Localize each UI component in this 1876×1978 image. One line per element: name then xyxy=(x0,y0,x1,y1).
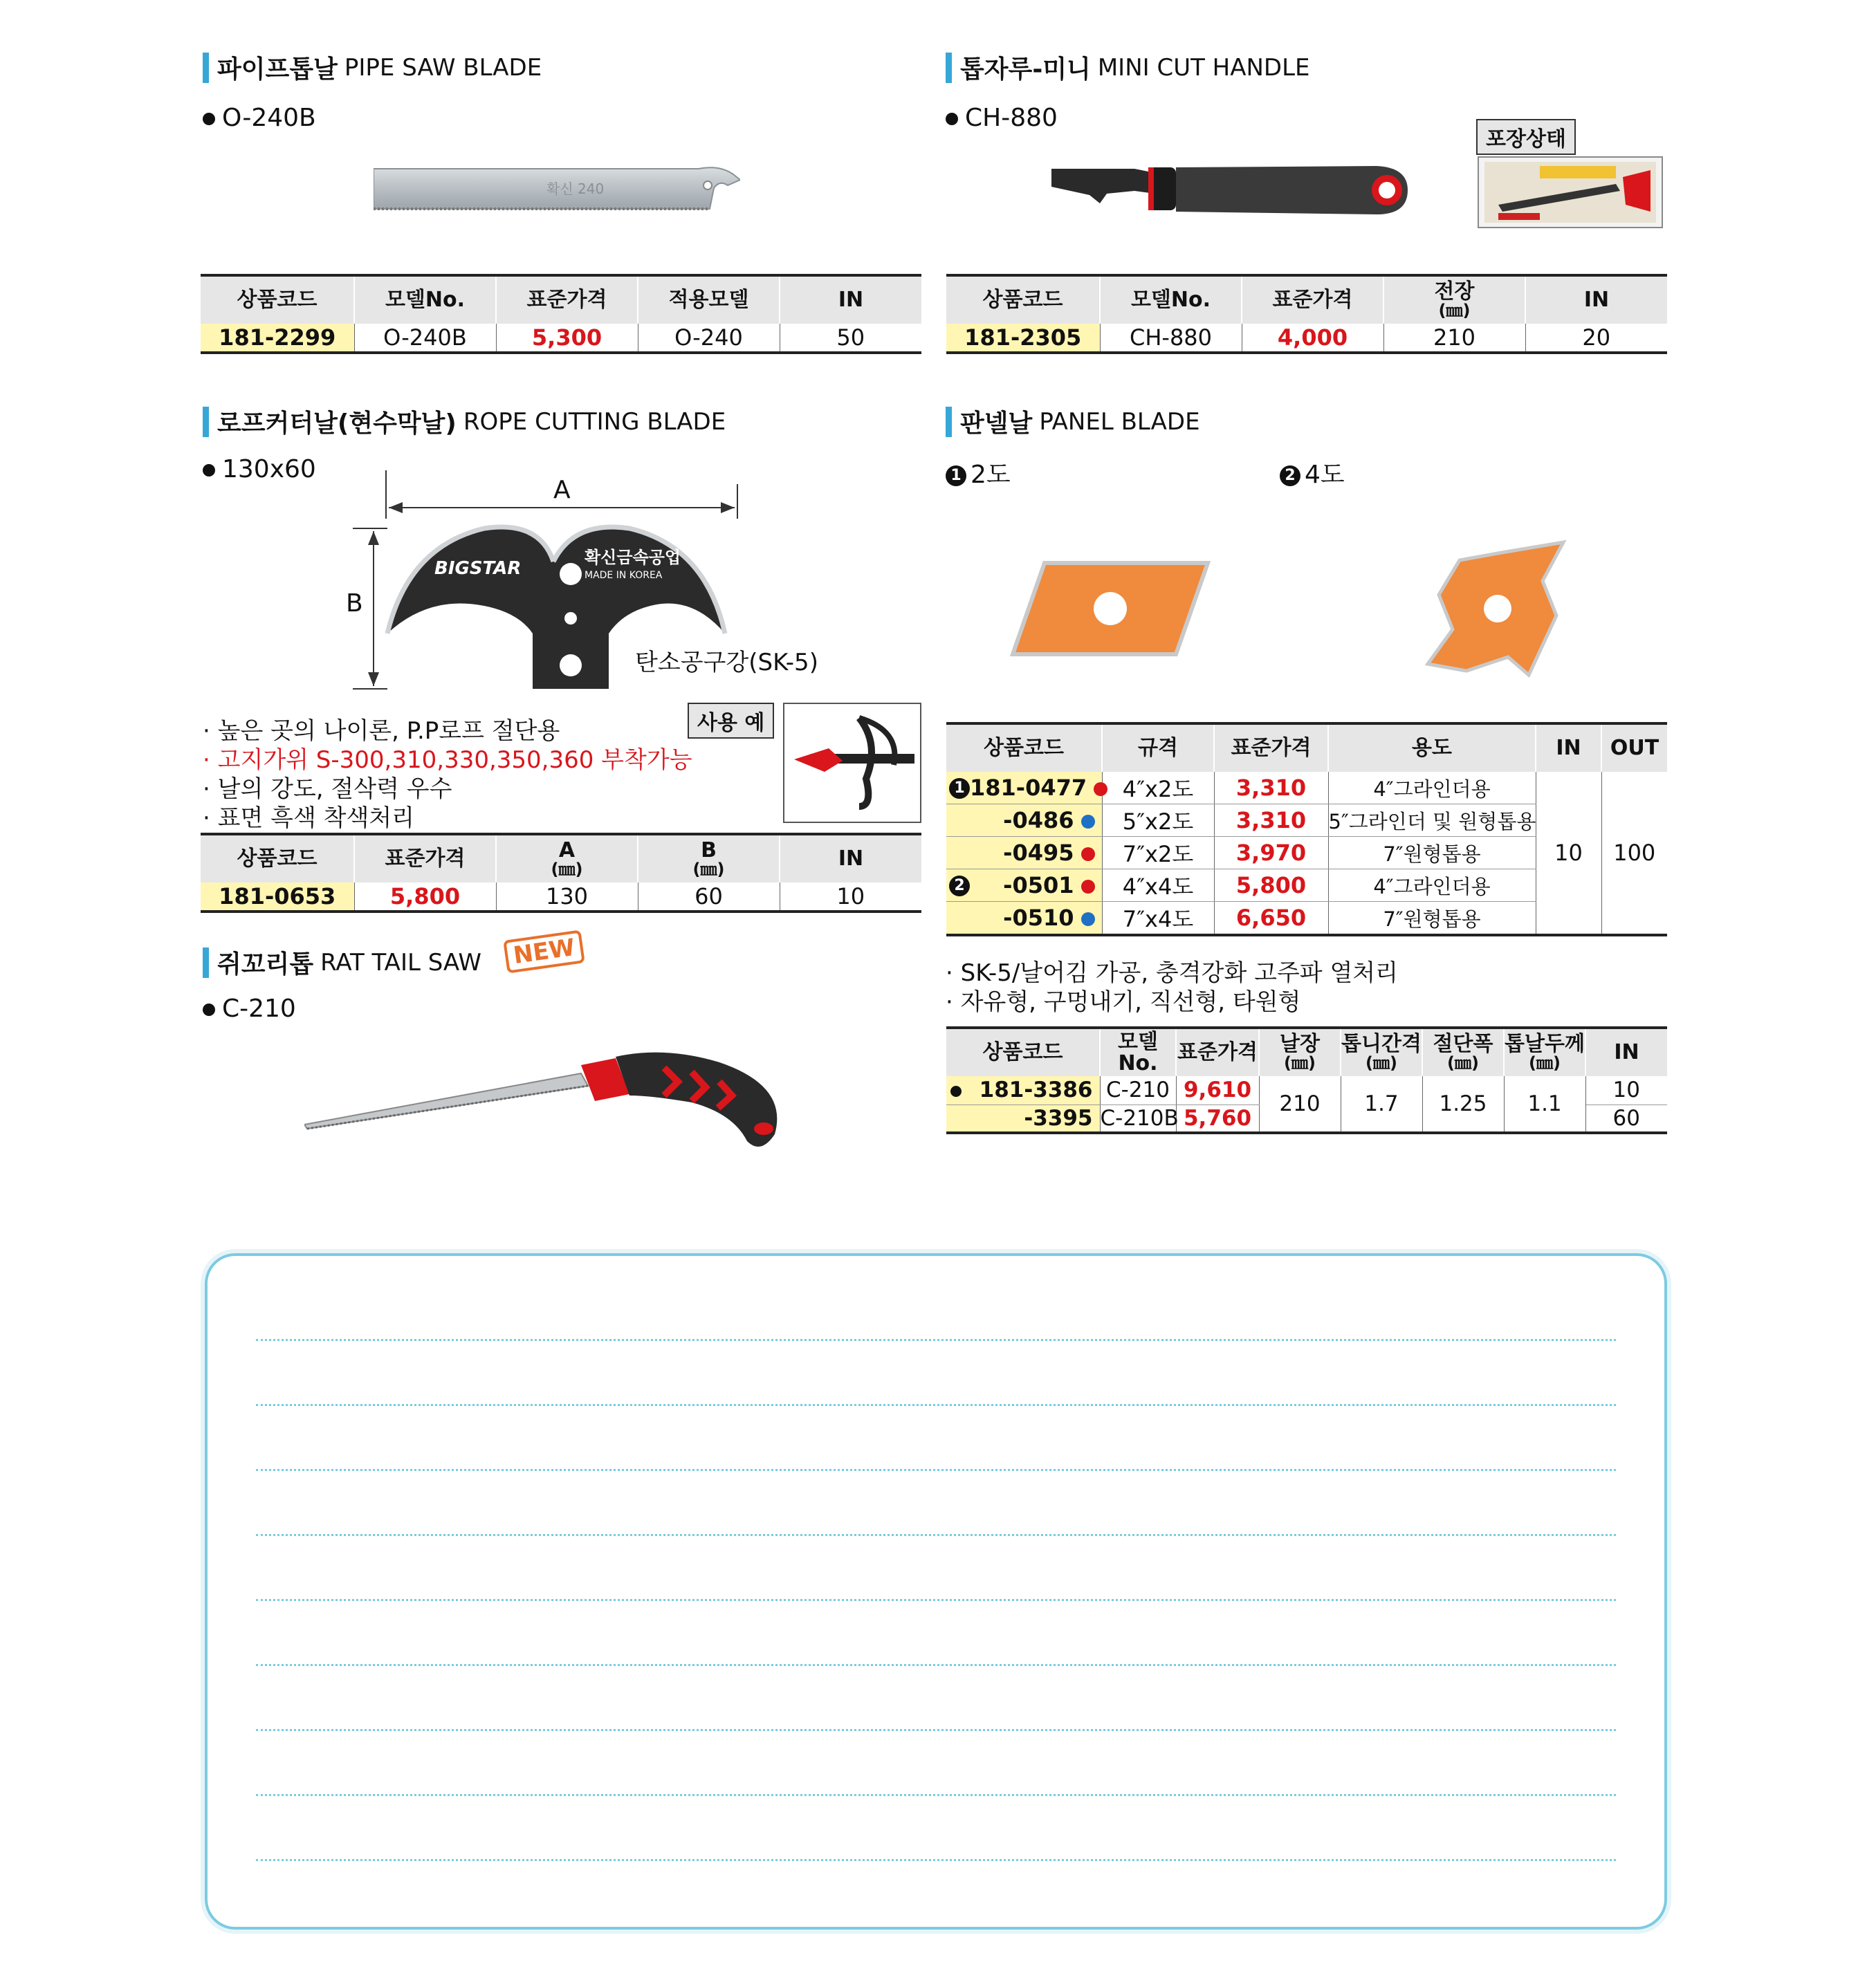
cell-price: 5,800 xyxy=(1214,869,1328,902)
cell-length: 210 xyxy=(1259,1076,1341,1133)
feature-text: 자유형, 구멍내기, 직선형, 타원형 xyxy=(960,988,1301,1016)
package-image xyxy=(1478,156,1663,228)
panel-blade-2do-image xyxy=(1010,560,1211,657)
color-dot-icon xyxy=(1094,782,1107,796)
cell-code-text: 181-0477 xyxy=(970,775,1087,801)
header-code: 상품코드 xyxy=(201,834,354,882)
bullet-dot-icon xyxy=(203,464,215,477)
feature-item: · 고지가위 S-300,310,330,350,360 부착가능 xyxy=(203,746,692,774)
mini-handle-model xyxy=(946,104,1058,132)
dim-a-label: A xyxy=(553,476,571,504)
memo-line xyxy=(256,1859,1616,1861)
cell-length: 210 xyxy=(1383,324,1525,353)
cell-price: 6,650 xyxy=(1214,902,1328,936)
cell-in: 20 xyxy=(1525,324,1667,353)
header-price: 표준가격 xyxy=(496,275,638,324)
table-row xyxy=(201,882,921,912)
memo-box xyxy=(205,1253,1667,1930)
dim-b-label: B xyxy=(346,589,363,618)
cell-spec: 5″x2도 xyxy=(1102,804,1214,837)
cell-price: 3,310 xyxy=(1214,804,1328,837)
header-price: 표준가격 xyxy=(354,834,496,882)
bullet-dot-icon xyxy=(203,113,215,125)
number-marker: 1 xyxy=(949,778,970,799)
mini-handle-title xyxy=(946,50,1310,85)
cell-model: CH-880 xyxy=(1100,324,1242,353)
panel-blade-table xyxy=(946,722,1667,936)
cell-in: 60 xyxy=(1585,1104,1667,1133)
feature-item: · 표면 흑색 착색처리 xyxy=(203,804,414,832)
table-row xyxy=(946,772,1667,804)
number-marker: 2 xyxy=(1280,465,1300,486)
header-a xyxy=(496,834,638,882)
rope-blade-features xyxy=(203,717,692,833)
panel-blade-4do-image xyxy=(1425,539,1570,678)
blade-engraving: 확신 240 xyxy=(546,181,605,197)
header-in: IN xyxy=(1525,275,1667,324)
made-in-text: MADE IN KOREA xyxy=(585,570,663,581)
table-row xyxy=(201,324,921,353)
title-ko: 쥐꼬리톱 xyxy=(217,950,314,979)
header-length xyxy=(1259,1028,1341,1076)
rat-tail-saw-image xyxy=(304,1037,789,1155)
title-ko: 로프커터날(현수막날) xyxy=(217,409,457,438)
title-bar xyxy=(946,53,952,83)
cell-price: 5,760 xyxy=(1176,1104,1259,1133)
cell-price: 9,610 xyxy=(1176,1076,1259,1104)
title-bar xyxy=(946,407,952,437)
cell-in: 10 xyxy=(1585,1076,1667,1104)
cell-kerf: 1.25 xyxy=(1422,1076,1504,1133)
rat-tail-title xyxy=(203,945,481,980)
pipe-saw-blade-image xyxy=(374,165,740,216)
model-text: 130x60 xyxy=(222,455,316,483)
header-model: 모델No. xyxy=(1100,1028,1176,1076)
title-bar xyxy=(203,407,209,437)
header-in: IN xyxy=(780,275,921,324)
model-text: CH-880 xyxy=(965,104,1058,132)
header-pitch-label: 톱니간격 xyxy=(1341,1031,1422,1056)
title-en: RAT TAIL SAW xyxy=(320,948,481,977)
cell-thickness: 1.1 xyxy=(1504,1076,1585,1133)
cell-in: 50 xyxy=(780,324,921,353)
memo-line xyxy=(256,1729,1616,1731)
color-dot-icon xyxy=(1081,912,1095,926)
memo-line xyxy=(256,1599,1616,1601)
number-marker: 2 xyxy=(949,876,970,896)
title-ko: 톱자루-미니 xyxy=(960,55,1091,84)
header-pitch-unit: (㎜) xyxy=(1365,1053,1397,1073)
cell-pitch: 1.7 xyxy=(1341,1076,1422,1133)
header-code: 상품코드 xyxy=(946,723,1102,772)
cell-use: 4″그라인더용 xyxy=(1328,869,1536,902)
pipe-saw-title xyxy=(203,50,542,85)
feature-item: · 날의 강도, 절삭력 우수 xyxy=(203,775,452,803)
pipe-saw-table xyxy=(201,274,921,354)
number-marker: 1 xyxy=(946,465,966,486)
header-code: 상품코드 xyxy=(946,1028,1100,1076)
rat-tail-table xyxy=(946,1026,1667,1134)
table-row xyxy=(946,324,1667,353)
header-use: 용도 xyxy=(1328,723,1536,772)
cell-code xyxy=(946,772,1102,804)
cell-a: 130 xyxy=(496,882,638,912)
header-b-unit: (㎜) xyxy=(692,860,725,880)
model-text: O-240B xyxy=(222,104,316,132)
title-en: PIPE SAW BLADE xyxy=(344,53,542,82)
cell-out: 100 xyxy=(1601,772,1667,935)
header-kerf-label: 절단폭 xyxy=(1433,1031,1493,1056)
header-in: IN xyxy=(1536,723,1601,772)
color-dot-icon xyxy=(1081,815,1095,829)
memo-line xyxy=(256,1664,1616,1666)
material-text: 탄소공구강(SK-5) xyxy=(635,649,818,676)
header-applicable-model: 적용모델 xyxy=(638,275,780,324)
header-model: 모델No. xyxy=(1100,275,1242,324)
mini-handle-image xyxy=(1051,159,1411,221)
bullet-dot-icon xyxy=(950,1086,962,1097)
header-spec: 규격 xyxy=(1102,723,1214,772)
header-b xyxy=(638,834,780,882)
cell-code xyxy=(946,804,1102,837)
cell-code-text: -0510 xyxy=(1003,905,1074,931)
cell-code: 181-2305 xyxy=(946,324,1100,353)
title-en: ROPE CUTTING BLADE xyxy=(463,407,726,436)
rat-tail-features xyxy=(946,959,1398,1017)
cell-price: 3,970 xyxy=(1214,837,1328,869)
feature-text: 표면 흑색 착색처리 xyxy=(217,804,414,832)
rope-blade-model xyxy=(203,455,316,483)
header-price: 표준가격 xyxy=(1242,275,1383,324)
table-row xyxy=(946,1076,1667,1104)
model-text: C-210 xyxy=(222,995,296,1023)
cell-spec: 7″x4도 xyxy=(1102,902,1214,936)
package-label: 포장상태 xyxy=(1476,119,1576,155)
cell-code xyxy=(946,869,1102,902)
header-in: IN xyxy=(780,834,921,882)
header-code: 상품코드 xyxy=(201,275,354,324)
feature-text: 고지가위 S-300,310,330,350,360 부착가능 xyxy=(217,746,692,774)
brand-logo: BIGSTAR xyxy=(434,558,522,579)
feature-item: · 높은 곳의 나이론, P.P로프 절단용 xyxy=(203,717,560,745)
mini-handle-table xyxy=(946,274,1667,354)
cell-code-text: -0495 xyxy=(1003,840,1074,866)
title-en: MINI CUT HANDLE xyxy=(1097,53,1310,82)
cell-in: 10 xyxy=(1536,772,1601,935)
variant-text: 2도 xyxy=(971,461,1011,489)
header-length-unit: (㎜) xyxy=(1284,1053,1316,1073)
title-en: PANEL BLADE xyxy=(1039,407,1200,436)
variant-text: 4도 xyxy=(1305,461,1345,489)
header-length xyxy=(1383,275,1525,324)
cell-code xyxy=(946,902,1102,936)
feature-text: SK-5/날어김 가공, 충격강화 고주파 열처리 xyxy=(960,959,1398,987)
header-length-label: 날장 xyxy=(1280,1031,1320,1056)
cell-code: -3395 xyxy=(946,1104,1100,1133)
header-thickness-label: 톱날두께 xyxy=(1505,1031,1585,1056)
header-code: 상품코드 xyxy=(946,275,1100,324)
memo-line xyxy=(256,1339,1616,1341)
cell-price: 3,310 xyxy=(1214,772,1328,804)
header-model: 모델No. xyxy=(354,275,496,324)
cell-b: 60 xyxy=(638,882,780,912)
panel-blade-title xyxy=(946,404,1200,439)
header-pitch xyxy=(1341,1028,1422,1076)
memo-line xyxy=(256,1404,1616,1406)
color-dot-icon xyxy=(1081,847,1095,861)
header-thickness xyxy=(1504,1028,1585,1076)
pipe-saw-model xyxy=(203,104,316,132)
title-ko: 파이프톱날 xyxy=(217,55,338,84)
new-badge: NEW xyxy=(503,930,585,973)
header-b-label: B xyxy=(701,838,717,862)
header-a-label: A xyxy=(558,838,576,862)
header-thickness-unit: (㎜) xyxy=(1529,1053,1561,1073)
usage-example-label: 사용 예 xyxy=(688,703,774,739)
cell-code xyxy=(946,1076,1100,1104)
color-dot-icon xyxy=(1081,880,1095,894)
usage-example-image xyxy=(783,703,921,823)
rope-blade-title xyxy=(203,404,726,439)
cell-model: C-210B xyxy=(1100,1104,1176,1133)
bullet-dot-icon xyxy=(203,1004,215,1016)
cell-code: 181-0653 xyxy=(201,882,354,912)
header-price: 표준가격 xyxy=(1176,1028,1259,1076)
memo-line xyxy=(256,1534,1616,1536)
header-kerf-unit: (㎜) xyxy=(1447,1053,1479,1073)
title-ko: 판넬날 xyxy=(960,409,1033,438)
header-length-label: 전장 xyxy=(1434,279,1475,304)
cell-code: 181-2299 xyxy=(201,324,354,353)
memo-line xyxy=(256,1794,1616,1796)
cell-model: C-210 xyxy=(1100,1076,1176,1104)
title-bar xyxy=(203,948,209,978)
header-length-unit: (㎜) xyxy=(1438,301,1471,321)
cell-price: 5,300 xyxy=(496,324,638,353)
cell-spec: 4″x2도 xyxy=(1102,772,1214,804)
feature-text: 높은 곳의 나이론, P.P로프 절단용 xyxy=(217,717,560,745)
feature-item: · 자유형, 구멍내기, 직선형, 타원형 xyxy=(946,988,1301,1016)
cell-spec: 4″x4도 xyxy=(1102,869,1214,902)
cell-spec: 7″x2도 xyxy=(1102,837,1214,869)
cell-code-text: 181-3386 xyxy=(979,1078,1093,1103)
title-bar xyxy=(203,53,209,83)
cell-applicable-model: O-240 xyxy=(638,324,780,353)
cell-use: 7″원형톱용 xyxy=(1328,902,1536,936)
header-kerf xyxy=(1422,1028,1504,1076)
bullet-dot-icon xyxy=(946,113,958,125)
header-price: 표준가격 xyxy=(1214,723,1328,772)
cell-in: 10 xyxy=(780,882,921,912)
panel-variant-4do xyxy=(1280,455,1345,490)
rope-blade-table xyxy=(201,833,921,913)
header-out: OUT xyxy=(1601,723,1667,772)
cell-code xyxy=(946,837,1102,869)
cell-use: 7″원형톱용 xyxy=(1328,837,1536,869)
header-in: IN xyxy=(1585,1028,1667,1076)
cell-use: 5″그라인더 및 원형톱용 xyxy=(1328,804,1536,837)
feature-item: · SK-5/날어김 가공, 충격강화 고주파 열처리 xyxy=(946,959,1398,987)
cell-price: 5,800 xyxy=(354,882,496,912)
cell-code-text: -0501 xyxy=(1003,872,1074,898)
memo-line xyxy=(256,1469,1616,1471)
feature-text: 날의 강도, 절삭력 우수 xyxy=(217,775,452,803)
cell-use: 4″그라인더용 xyxy=(1328,772,1536,804)
rat-tail-model xyxy=(203,995,296,1023)
cell-price: 4,000 xyxy=(1242,324,1383,353)
maker-text: 확신금속공업 xyxy=(585,548,681,567)
cell-code-text: -0486 xyxy=(1003,807,1074,833)
panel-variant-2do xyxy=(946,455,1011,490)
cell-model: O-240B xyxy=(354,324,496,353)
header-a-unit: (㎜) xyxy=(551,860,583,880)
